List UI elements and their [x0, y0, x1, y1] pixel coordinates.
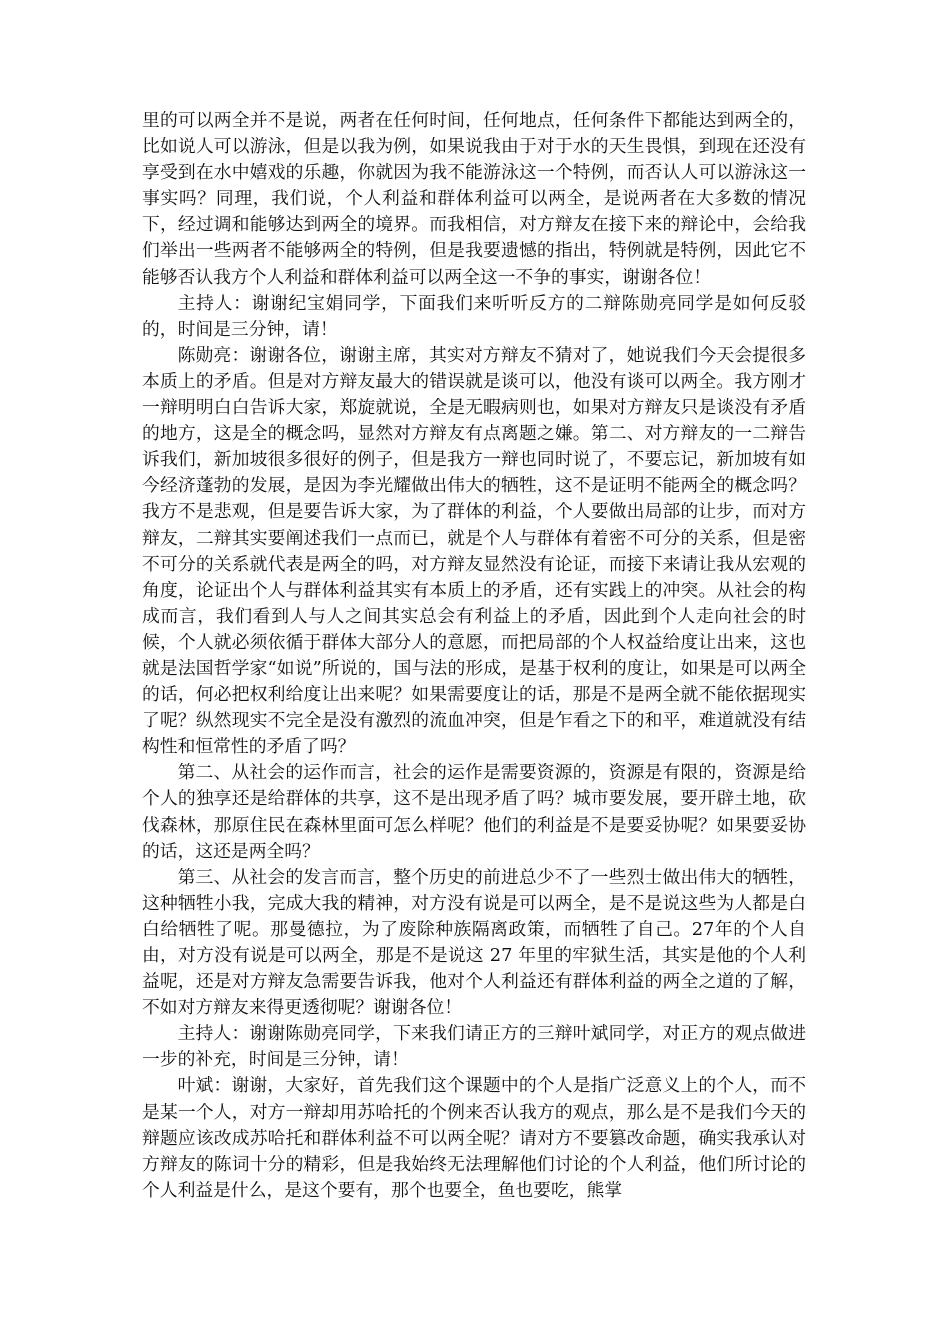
paragraph-4: 第二、从社会的运作而言，社会的运作是需要资源的，资源是有限的，资源是给个人的独享还是给群体的共享，这不是出现矛盾了吗？城市要发展，要开辟土地，砍伐森林，那原住民在森林里面可怎么样呢？他们的利益是不是要妥协呢？如果要妥协的话，这还是两全吗？ [142, 762, 806, 862]
document-page [142, 108, 806, 1204]
paragraph-2: 主持人：谢谢纪宝娟同学，下面我们来听听反方的二辩陈勋亮同学是如何反驳的，时间是三分钟，请！ [142, 292, 806, 340]
paragraph-3: 陈勋亮：谢谢各位，谢谢主席，其实对方辩友不猜对了，她说我们今天会提很多本质上的矛盾。但是对方辩友最大的错误就是谈可以，他没有谈可以两全。我方刚才一辩明明白白告诉大家，郑旋就说，全是无暇病则也，如果对方辩友只是谈没有矛盾的地方，这是全的概念吗，显然对方辩友有点离题之嫌。第二、对方辩友的一二辩告诉我们，新加坡很多很好的例子，但是我方一辩也同时说了，不要忘记，新加坡有如今经济蓬勃的发展，是因为李光耀做出伟大的牺牲，这不是证明不能两全的概念吗？我方不是悲观，但是要告诉大家，为了群体的利益，个人要做出局部的让步，而对方辩友，二辩其实要阐述我们一点而已，就是个人与群体有着密不可分的关系，但是密不可分的关系就代表是两全的吗，对方辩友显然没有论证，而接下来请让我从宏观的角度，论证出个人与群体利益其实有本质上的矛盾，还有实践上的冲突。从社会的构成而言，我们看到人与人之间其实总会有利益上的矛盾，因此到个人走向社会的时候，个人就必须依循于群体大部分人的意愿，而把局部的个人权益给度让出来，这也就是法国哲学家“如说”所说的，国与法的形成，是基于权利的度让，如果是可以两全的话，何必把权利给度让出来呢？如果需要度让的话，那是不是两全就不能依据现实了呢？纵然现实不完全是没有激烈的流血冲突，但是乍看之下的和平，难道就没有结构性和恒常性的矛盾了吗？ [142, 344, 806, 758]
paragraph-6: 主持人：谢谢陈勋亮同学，下来我们请正方的三辩叶斌同学，对正方的观点做进一步的补充，时间是三分钟，请！ [142, 1023, 806, 1071]
paragraph-7: 叶斌：谢谢，大家好，首先我们这个课题中的个人是指广泛意义上的个人，而不是某一个人，对方一辩却用苏哈托的个例来否认我方的观点，那么是不是我们今天的辩题应该改成苏哈托和群体利益不可以两全呢？请对方不要篡改命题，确实我承认对方辩友的陈词十分的精彩，但是我始终无法理解他们讨论的个人利益，他们所讨论的个人利益是什么，是这个要有，那个也要全，鱼也要吃，熊掌 [142, 1075, 806, 1201]
paragraph-1: 里的可以两全并不是说，两者在任何时间，任何地点，任何条件下都能达到两全的，比如说人可以游泳，但是以我为例，如果说我由于对于水的天生畏惧，到现在还没有享受到在水中嬉戏的乐趣，你就因为我不能游泳这一个特例，而否认人可以游泳这一事实吗？同理，我们说，个人利益和群体利益可以两全，是说两者在大多数的情况下，经过调和能够达到两全的境界。而我相信，对方辩友在接下来的辩论中，会给我们举出一些两者不能够两全的特例，但是我要遗憾的指出，特例就是特例，因此它不能够否认我方个人利益和群体利益可以两全这一不争的事实，谢谢各位！ [142, 110, 806, 288]
paragraph-5: 第三、从社会的发言而言，整个历史的前进总少不了一些烈士做出伟大的牺牲，这种牺牲小我，完成大我的精神，对方没有说是可以两全，是不是说这些为人都是白白给牺牲了呢。那曼德拉，为了废除种族隔离政策，而牺牲了自己。27年的个人自由，对方没有说是可以两全，那是不是说这 27 年里的牢狱生活，其实是他的个人利益呢，还是对方辩友急需要告诉我，他对个人利益还有群体利益的两全之道的了解，不如对方辩友来得更透彻呢？谢谢各位！ [142, 866, 806, 1019]
